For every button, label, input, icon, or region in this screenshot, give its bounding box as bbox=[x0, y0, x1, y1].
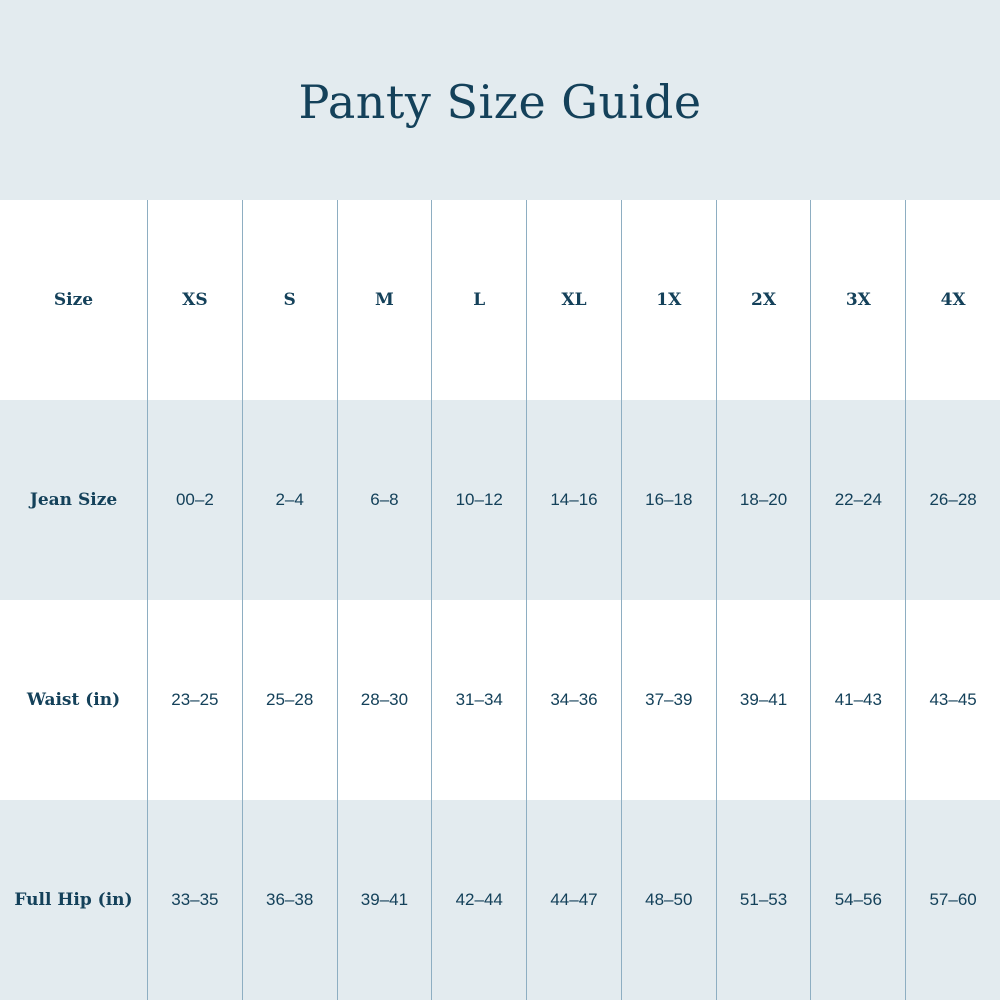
jean-size-cell: 2–4 bbox=[242, 400, 337, 600]
jean-size-cell: 16–18 bbox=[621, 400, 716, 600]
row-label-jean-size: Jean Size bbox=[0, 400, 147, 600]
waist-cell: 39–41 bbox=[716, 600, 811, 800]
jean-size-cell: 14–16 bbox=[526, 400, 621, 600]
size-table bbox=[0, 200, 1000, 1000]
waist-cell: 43–45 bbox=[905, 600, 1000, 800]
row-label-waist: Waist (in) bbox=[0, 600, 147, 800]
size-cell: 3X bbox=[810, 200, 905, 400]
full-hip-cell: 51–53 bbox=[716, 800, 811, 1000]
jean-size-cell: 00–2 bbox=[147, 400, 242, 600]
full-hip-cell: 42–44 bbox=[431, 800, 526, 1000]
size-cell: M bbox=[337, 200, 432, 400]
jean-size-cell: 22–24 bbox=[810, 400, 905, 600]
jean-size-cell: 18–20 bbox=[716, 400, 811, 600]
waist-cell: 34–36 bbox=[526, 600, 621, 800]
full-hip-cell: 33–35 bbox=[147, 800, 242, 1000]
row-label-full-hip: Full Hip (in) bbox=[0, 800, 147, 1000]
size-cell: XL bbox=[526, 200, 621, 400]
full-hip-cell: 36–38 bbox=[242, 800, 337, 1000]
full-hip-cell: 57–60 bbox=[905, 800, 1000, 1000]
full-hip-cell: 54–56 bbox=[810, 800, 905, 1000]
waist-cell: 23–25 bbox=[147, 600, 242, 800]
size-cell: S bbox=[242, 200, 337, 400]
size-cell: 4X bbox=[905, 200, 1000, 400]
size-cell: XS bbox=[147, 200, 242, 400]
size-cell: 1X bbox=[621, 200, 716, 400]
row-label-size: Size bbox=[0, 200, 147, 400]
full-hip-cell: 39–41 bbox=[337, 800, 432, 1000]
page-title: Panty Size Guide bbox=[298, 75, 702, 129]
header-banner bbox=[0, 0, 1000, 200]
jean-size-cell: 26–28 bbox=[905, 400, 1000, 600]
full-hip-cell: 44–47 bbox=[526, 800, 621, 1000]
full-hip-cell: 48–50 bbox=[621, 800, 716, 1000]
waist-cell: 28–30 bbox=[337, 600, 432, 800]
waist-cell: 25–28 bbox=[242, 600, 337, 800]
size-cell: 2X bbox=[716, 200, 811, 400]
waist-cell: 41–43 bbox=[810, 600, 905, 800]
size-cell: L bbox=[431, 200, 526, 400]
waist-cell: 37–39 bbox=[621, 600, 716, 800]
waist-cell: 31–34 bbox=[431, 600, 526, 800]
jean-size-cell: 6–8 bbox=[337, 400, 432, 600]
jean-size-cell: 10–12 bbox=[431, 400, 526, 600]
